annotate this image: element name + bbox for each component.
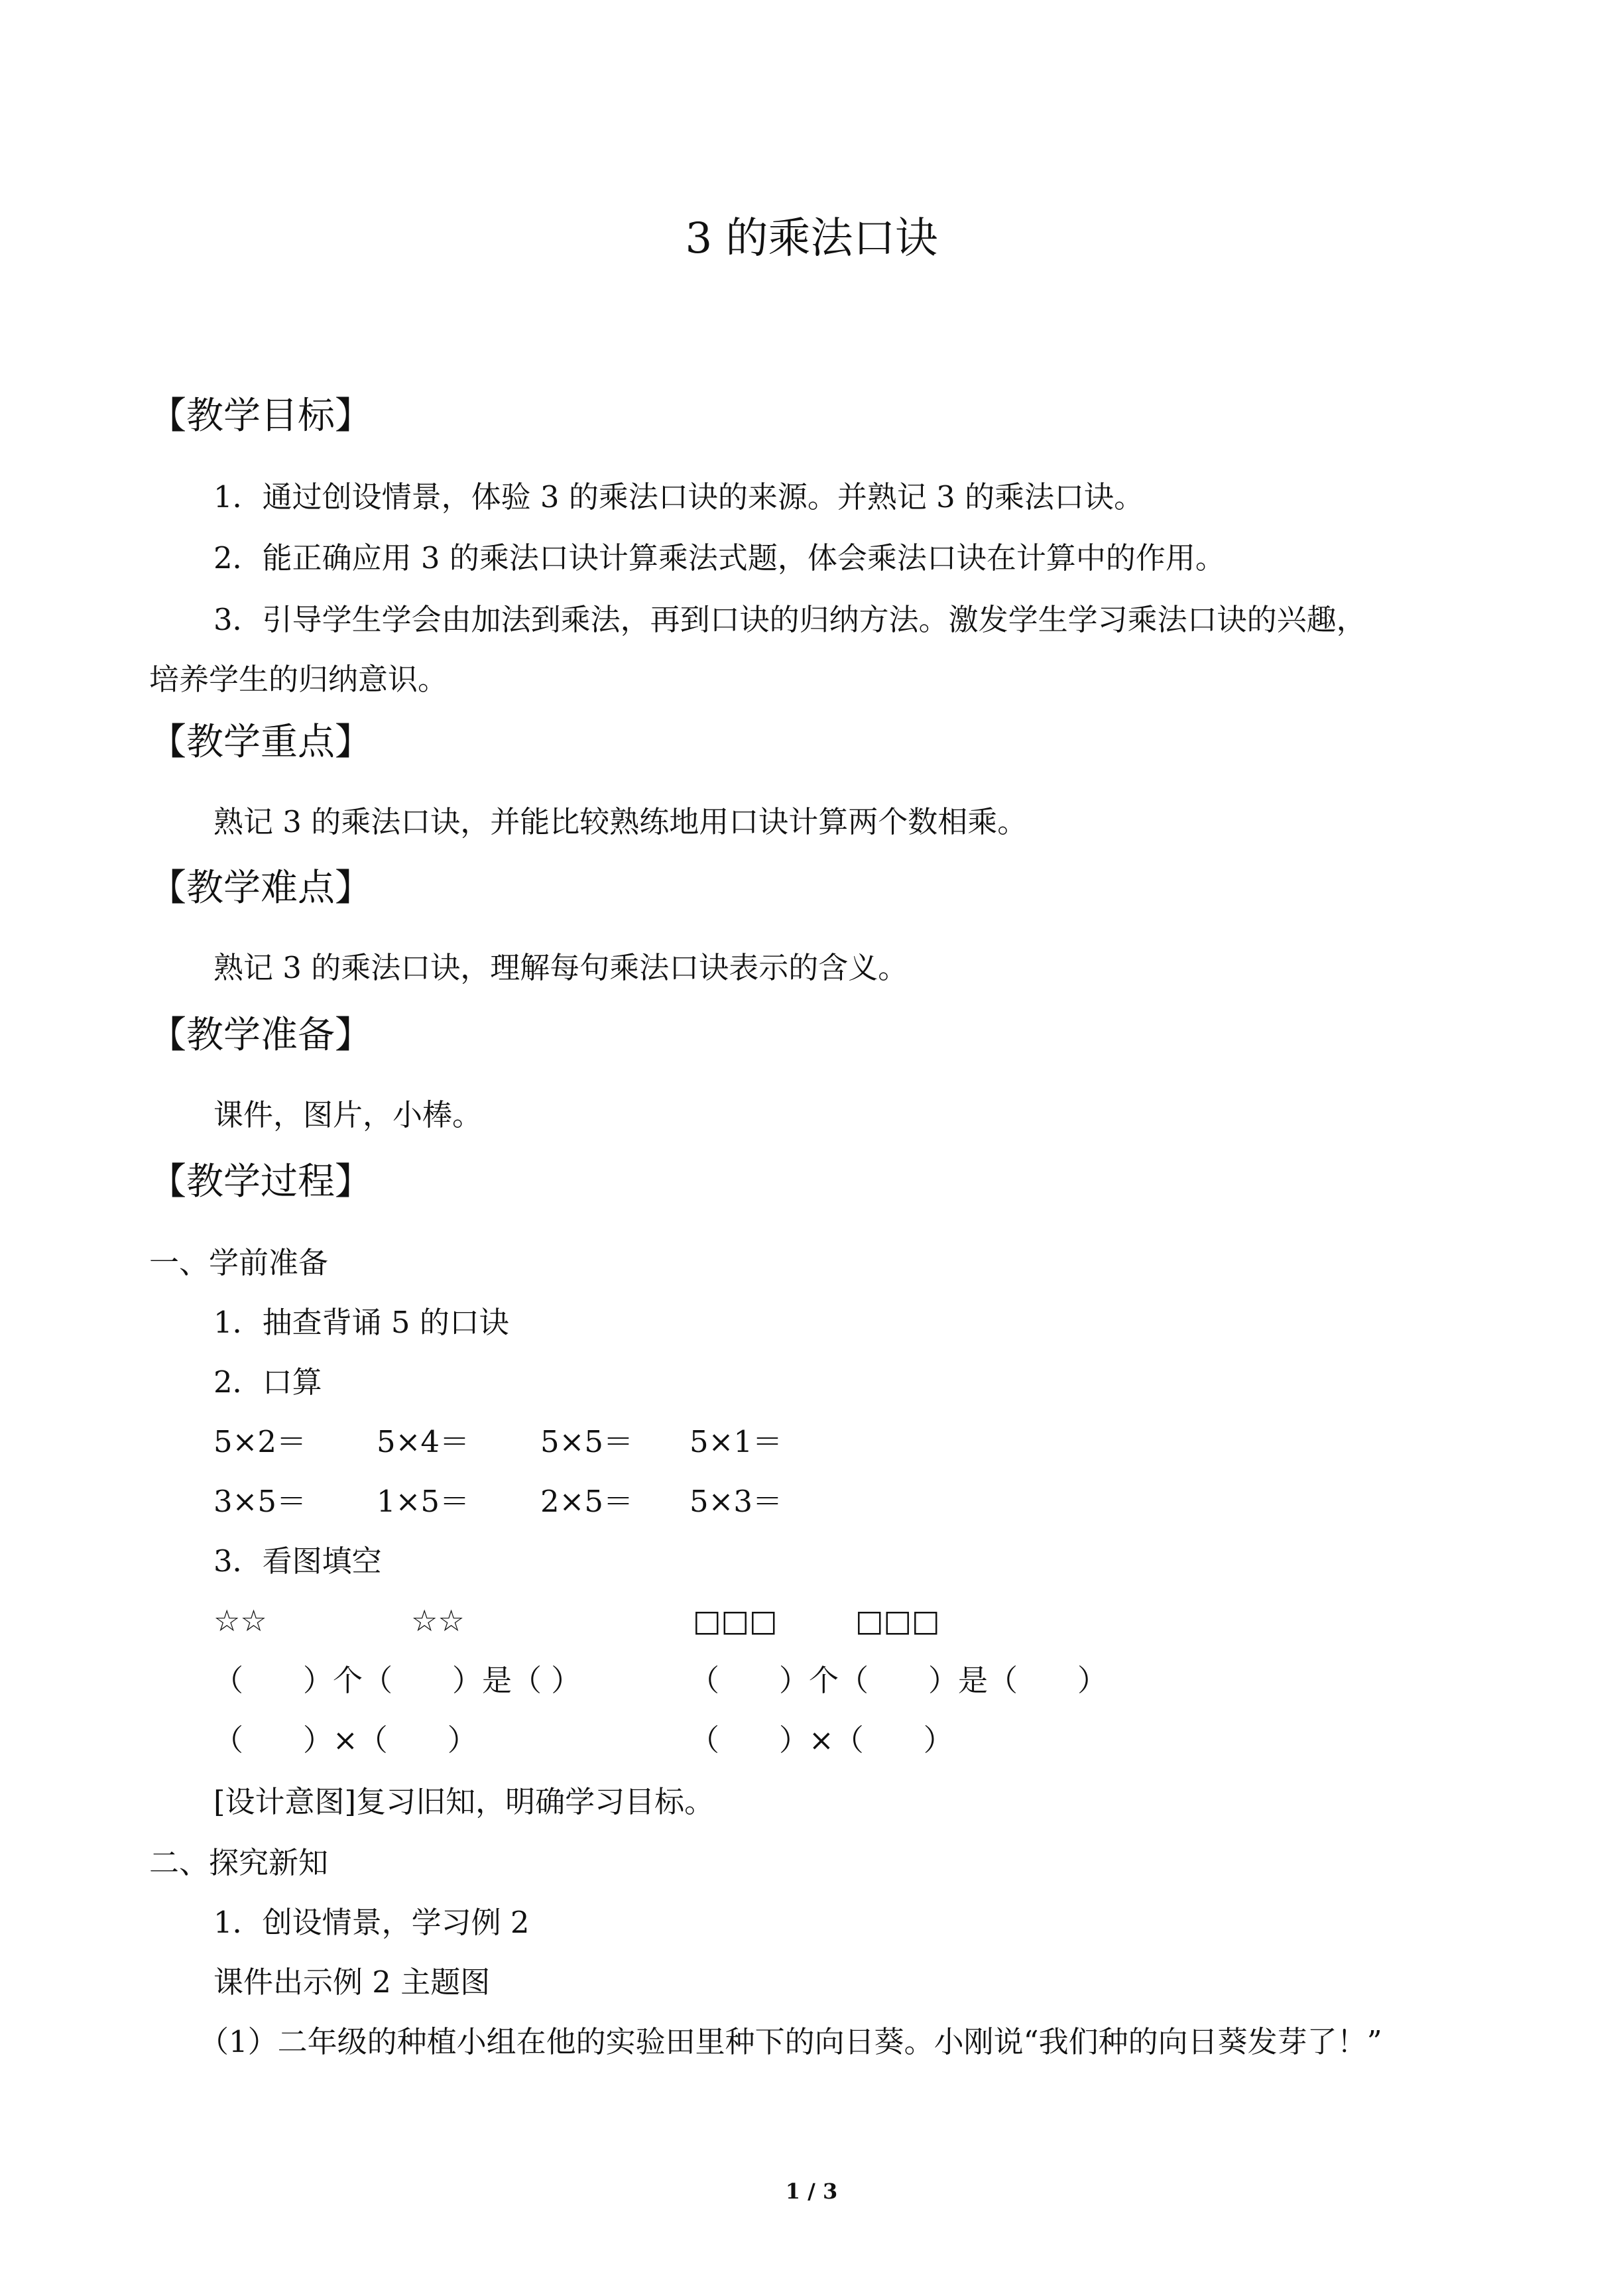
calc-cell: 5×5＝ xyxy=(540,1424,633,1459)
calc-cell: 5×3＝ xyxy=(690,1484,782,1519)
boxes-group-right: □□□ xyxy=(855,1603,940,1638)
page-indicator: 1 / 3 xyxy=(785,2179,838,2204)
calc-cell: 1×5＝ xyxy=(377,1484,469,1519)
objectives-heading: 【教学目标】 xyxy=(149,394,372,438)
process-part2-line3: （1）二年级的种植小组在他的实验田里种下的向日葵。小刚说“我们种的向日葵发芽了！” xyxy=(199,2024,1382,2059)
calc-cell: 5×4＝ xyxy=(377,1424,469,1459)
stars-group-right: ☆☆ xyxy=(411,1603,465,1638)
stars-group-left: ☆☆ xyxy=(213,1603,267,1638)
design-note: [设计意图]复习旧知，明确学习目标。 xyxy=(213,1784,715,1819)
objective-item-1: 1．通过创设情景，体验 3 的乘法口诀的来源。并熟记 3 的乘法口诀。 xyxy=(213,479,1144,514)
process-part1-title: 一、学前准备 xyxy=(149,1245,329,1280)
fill-blank-left-1: （ ）个（ ）是（ ） xyxy=(213,1663,581,1698)
key-points-text: 熟记 3 的乘法口诀，并能比较熟练地用口诀计算两个数相乘。 xyxy=(213,804,1028,839)
preparation-heading: 【教学准备】 xyxy=(149,1014,372,1057)
page-title: 3 的乘法口诀 xyxy=(685,214,938,263)
process-step1: 1．抽查背诵 5 的口诀 xyxy=(213,1305,509,1340)
calc-cell: 5×1＝ xyxy=(690,1424,782,1459)
objective-item-3: 3．引导学生学会由加法到乘法，再到口诀的归纳方法。激发学生学习乘法口诀的兴趣， xyxy=(213,602,1366,637)
objective-item-3-continued: 培养学生的归纳意识。 xyxy=(149,662,448,697)
preparation-text: 课件，图片，小棒。 xyxy=(213,1097,483,1132)
difficulties-heading: 【教学难点】 xyxy=(149,867,372,910)
calc-cell: 2×5＝ xyxy=(540,1484,633,1519)
process-part2-title: 二、探究新知 xyxy=(149,1845,329,1880)
process-heading: 【教学过程】 xyxy=(149,1160,372,1203)
fill-blank-right-1: （ ）个（ ）是（ ） xyxy=(690,1663,1108,1698)
calc-cell: 3×5＝ xyxy=(213,1484,306,1519)
key-points-heading: 【教学重点】 xyxy=(149,721,372,764)
objective-item-2: 2．能正确应用 3 的乘法口诀计算乘法式题，体会乘法口诀在计算中的作用。 xyxy=(213,540,1225,575)
process-part2-step1: 1．创设情景，学习例 2 xyxy=(213,1905,530,1940)
process-step2: 2．口算 xyxy=(213,1364,322,1400)
process-part2-line2: 课件出示例 2 主题图 xyxy=(213,1964,491,2000)
process-step3: 3．看图填空 xyxy=(213,1543,382,1579)
calc-cell: 5×2＝ xyxy=(213,1424,306,1459)
difficulties-text: 熟记 3 的乘法口诀，理解每句乘法口诀表示的含义。 xyxy=(213,950,908,985)
fill-blank-right-2: （ ）×（ ） xyxy=(690,1722,953,1758)
fill-blank-left-2: （ ）×（ ） xyxy=(213,1722,477,1758)
boxes-group-left: □□□ xyxy=(693,1603,778,1638)
